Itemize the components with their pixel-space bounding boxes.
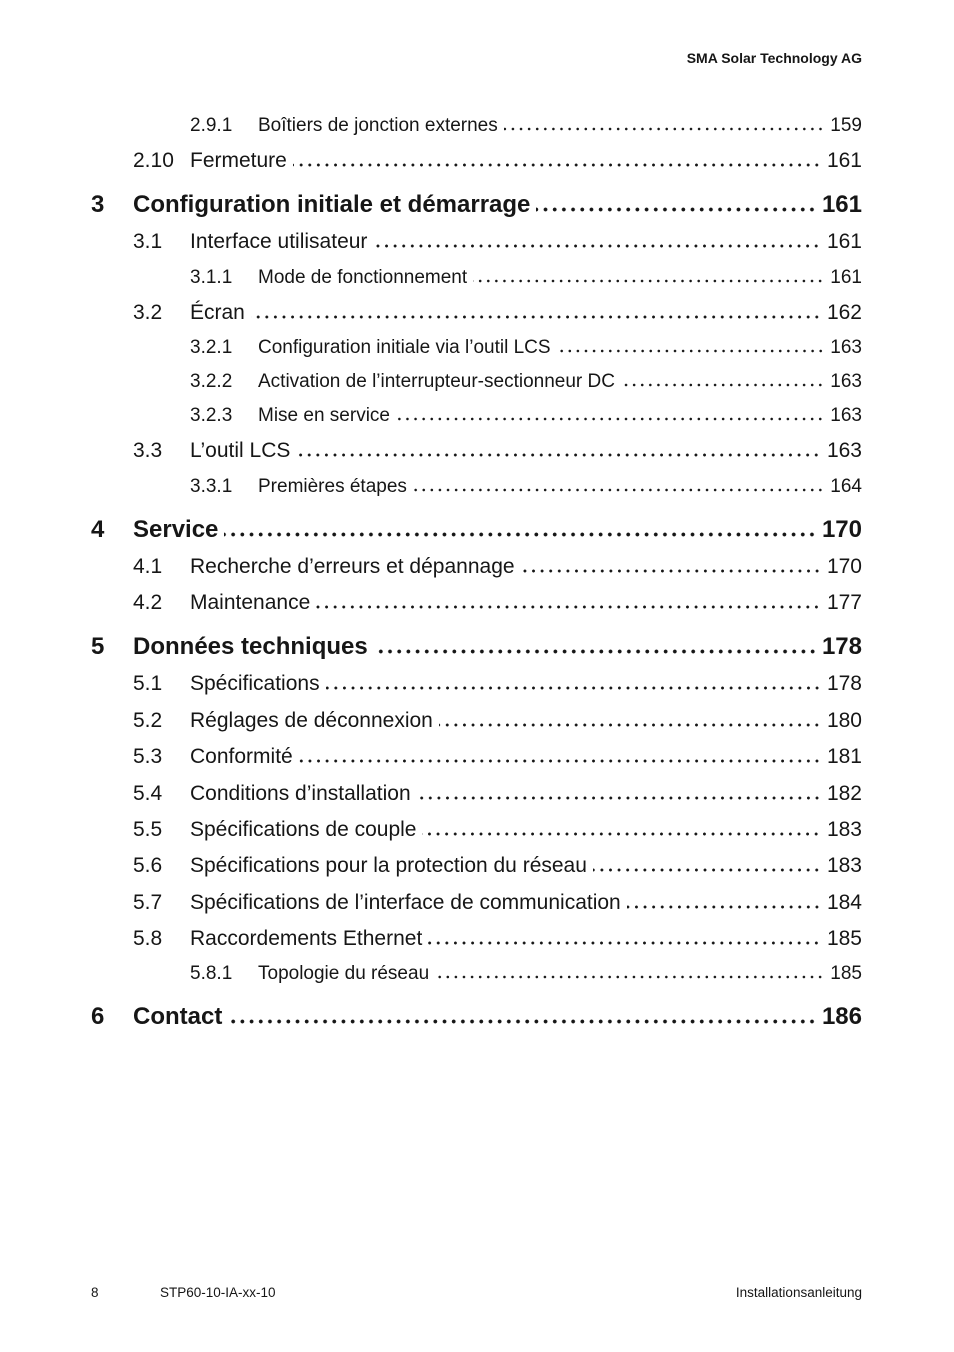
toc-subsection xyxy=(91,109,862,143)
toc-entry-page-number: 185 xyxy=(826,927,862,951)
toc-entry-number: 5.1 xyxy=(133,672,163,696)
footer-document-type: Installationsanleitung xyxy=(735,1285,862,1300)
toc-section xyxy=(91,885,862,921)
running-header xyxy=(687,50,862,66)
toc-entry-title: Contact xyxy=(133,1003,223,1031)
toc-entry-page-number: 163 xyxy=(826,439,862,463)
toc-entry-number: 5.8 xyxy=(133,927,163,951)
dot-leader xyxy=(422,832,820,836)
toc-entry-number: 2.9.1 xyxy=(190,115,233,136)
toc-entry-page-number: 178 xyxy=(821,633,862,661)
company-name: SMA Solar Technology AG xyxy=(686,50,862,66)
dot-leader xyxy=(557,349,825,353)
toc-entry-number: 3.1.1 xyxy=(190,266,233,288)
toc-entry-title: L’outil LCS xyxy=(190,439,291,463)
toc-entry-number: 6 xyxy=(91,1003,105,1031)
toc-entry-title: Raccordements Ethernet xyxy=(190,927,423,951)
toc-entry-title: Écran xyxy=(190,300,245,324)
toc-entry-number: 3.2.2 xyxy=(190,371,233,393)
toc-section xyxy=(91,549,862,585)
toc-entry-number: 5.7 xyxy=(133,890,163,914)
toc-entry-page-number: 186 xyxy=(821,1003,862,1031)
dot-leader xyxy=(228,1019,817,1024)
toc-chapter xyxy=(91,185,862,224)
dot-leader xyxy=(316,605,821,609)
toc-entry-page-number: 182 xyxy=(826,781,862,805)
toc-section xyxy=(91,921,862,957)
toc-section xyxy=(91,703,862,739)
toc-entry-page-number: 183 xyxy=(826,817,862,841)
toc-entry-page-number: 161 xyxy=(826,230,862,254)
toc-section xyxy=(91,143,862,179)
toc-entry-number: 3 xyxy=(91,191,105,219)
toc-entry-number: 4.1 xyxy=(133,554,163,578)
toc-subsection xyxy=(91,331,862,365)
toc-entry-number: 5 xyxy=(91,633,105,661)
toc-entry-number: 3.3 xyxy=(133,439,163,463)
toc-section xyxy=(91,812,862,848)
footer-page-number: 8 xyxy=(91,1285,99,1300)
toc-entry-title: Premières étapes xyxy=(258,475,407,497)
toc-entry-title: Interface utilisateur xyxy=(190,230,368,254)
dot-leader xyxy=(374,649,817,654)
toc-entry-title: Données techniques xyxy=(133,633,368,661)
toc-entry-page-number: 163 xyxy=(830,405,862,427)
toc-subsection xyxy=(91,261,862,295)
toc-entry-title: Configuration initiale et démarrage xyxy=(133,191,531,219)
dot-leader xyxy=(435,975,824,979)
toc-subsection xyxy=(91,399,862,433)
toc-entry-page-number: 185 xyxy=(830,963,862,985)
toc-entry-number: 2.10 xyxy=(133,149,174,172)
toc-entry-number: 3.3.1 xyxy=(190,475,233,497)
toc-entry-number: 5.8.1 xyxy=(190,963,233,985)
toc-section xyxy=(91,585,862,621)
dot-leader xyxy=(536,207,817,212)
toc-entry-number: 4.2 xyxy=(133,590,163,614)
toc-entry-title: Spécifications de couple xyxy=(190,817,417,841)
dot-leader xyxy=(504,127,825,131)
toc-entry-number: 5.3 xyxy=(133,745,163,769)
toc-entry-number: 3.2.3 xyxy=(190,405,233,427)
toc-entry-number: 5.2 xyxy=(133,708,163,732)
toc-entry-title: Recherche d’erreurs et dépannage xyxy=(190,554,515,578)
dot-leader xyxy=(627,905,821,909)
toc-subsection xyxy=(91,365,862,399)
table-of-contents xyxy=(91,109,862,1036)
footer-document-code: STP60-10-IA-xx-10 xyxy=(160,1285,276,1300)
dot-leader xyxy=(224,532,817,537)
toc-entry-title: Spécifications de l’interface de communication xyxy=(190,890,621,914)
toc-entry-title: Service xyxy=(133,515,219,543)
toc-entry-number: 4 xyxy=(91,515,105,543)
dot-leader xyxy=(373,244,821,248)
toc-chapter xyxy=(91,997,862,1036)
dot-leader xyxy=(521,569,821,573)
dot-leader xyxy=(396,417,824,421)
toc-entry-page-number: 184 xyxy=(826,890,862,914)
toc-entry-title: Activation de l’interrupteur-sectionneur DC xyxy=(258,371,615,393)
toc-entry-page-number: 180 xyxy=(826,708,862,732)
toc-entry-page-number: 178 xyxy=(826,672,862,696)
toc-entry-page-number: 170 xyxy=(821,515,862,543)
toc-section xyxy=(91,776,862,812)
dot-leader xyxy=(299,759,821,763)
toc-entry-title: Maintenance xyxy=(190,590,311,614)
toc-entry-title: Fermeture xyxy=(190,149,287,172)
toc-entry-page-number: 170 xyxy=(826,554,862,578)
dot-leader xyxy=(621,383,824,387)
dot-leader xyxy=(439,723,821,727)
toc-entry-title: Conformité xyxy=(190,745,293,769)
toc-entry-page-number: 164 xyxy=(830,475,862,497)
toc-entry-title: Réglages de déconnexion xyxy=(190,708,433,732)
toc-entry-number: 3.2 xyxy=(133,300,163,324)
dot-leader xyxy=(326,686,821,690)
toc-entry-page-number: 177 xyxy=(826,590,862,614)
toc-entry-page-number: 159 xyxy=(830,115,862,136)
dot-leader xyxy=(428,941,821,945)
toc-entry-number: 5.5 xyxy=(133,817,163,841)
toc-entry-number: 5.6 xyxy=(133,854,163,878)
toc-entry-title: Boîtiers de jonction externes xyxy=(258,115,498,136)
toc-entry-number: 5.4 xyxy=(133,781,163,805)
toc-entry-title: Conditions d’installation xyxy=(190,781,411,805)
toc-chapter xyxy=(91,510,862,549)
toc-subsection xyxy=(91,470,862,504)
page-footer xyxy=(0,1285,954,1301)
dot-leader xyxy=(593,868,821,872)
toc-section xyxy=(91,295,862,331)
dot-leader xyxy=(417,796,821,800)
toc-section xyxy=(91,848,862,884)
toc-entry-title: Topologie du réseau xyxy=(258,963,430,985)
toc-entry-number: 3.2.1 xyxy=(190,337,233,359)
toc-entry-page-number: 161 xyxy=(826,149,862,172)
dot-leader xyxy=(251,315,821,319)
toc-entry-page-number: 183 xyxy=(826,854,862,878)
dot-leader xyxy=(413,488,824,492)
toc-entry-page-number: 162 xyxy=(826,300,862,324)
dot-leader xyxy=(296,453,821,457)
toc-section xyxy=(91,224,862,260)
dot-leader xyxy=(293,163,821,167)
toc-subsection xyxy=(91,957,862,991)
toc-entry-title: Mise en service xyxy=(258,405,390,427)
toc-entry-number: 3.1 xyxy=(133,230,163,254)
toc-section xyxy=(91,666,862,702)
toc-section xyxy=(91,739,862,775)
toc-entry-title: Spécifications pour la protection du réseau xyxy=(190,854,587,878)
toc-entry-page-number: 161 xyxy=(821,191,862,219)
toc-entry-page-number: 181 xyxy=(826,745,862,769)
toc-entry-title: Spécifications xyxy=(190,672,320,696)
toc-chapter xyxy=(91,627,862,666)
dot-leader xyxy=(473,279,824,283)
toc-entry-title: Configuration initiale via l’outil LCS xyxy=(258,337,551,359)
toc-section xyxy=(91,433,862,469)
toc-entry-page-number: 163 xyxy=(830,371,862,393)
toc-entry-title: Mode de fonctionnement xyxy=(258,266,468,288)
toc-entry-page-number: 163 xyxy=(830,337,862,359)
toc-entry-page-number: 161 xyxy=(830,266,862,288)
